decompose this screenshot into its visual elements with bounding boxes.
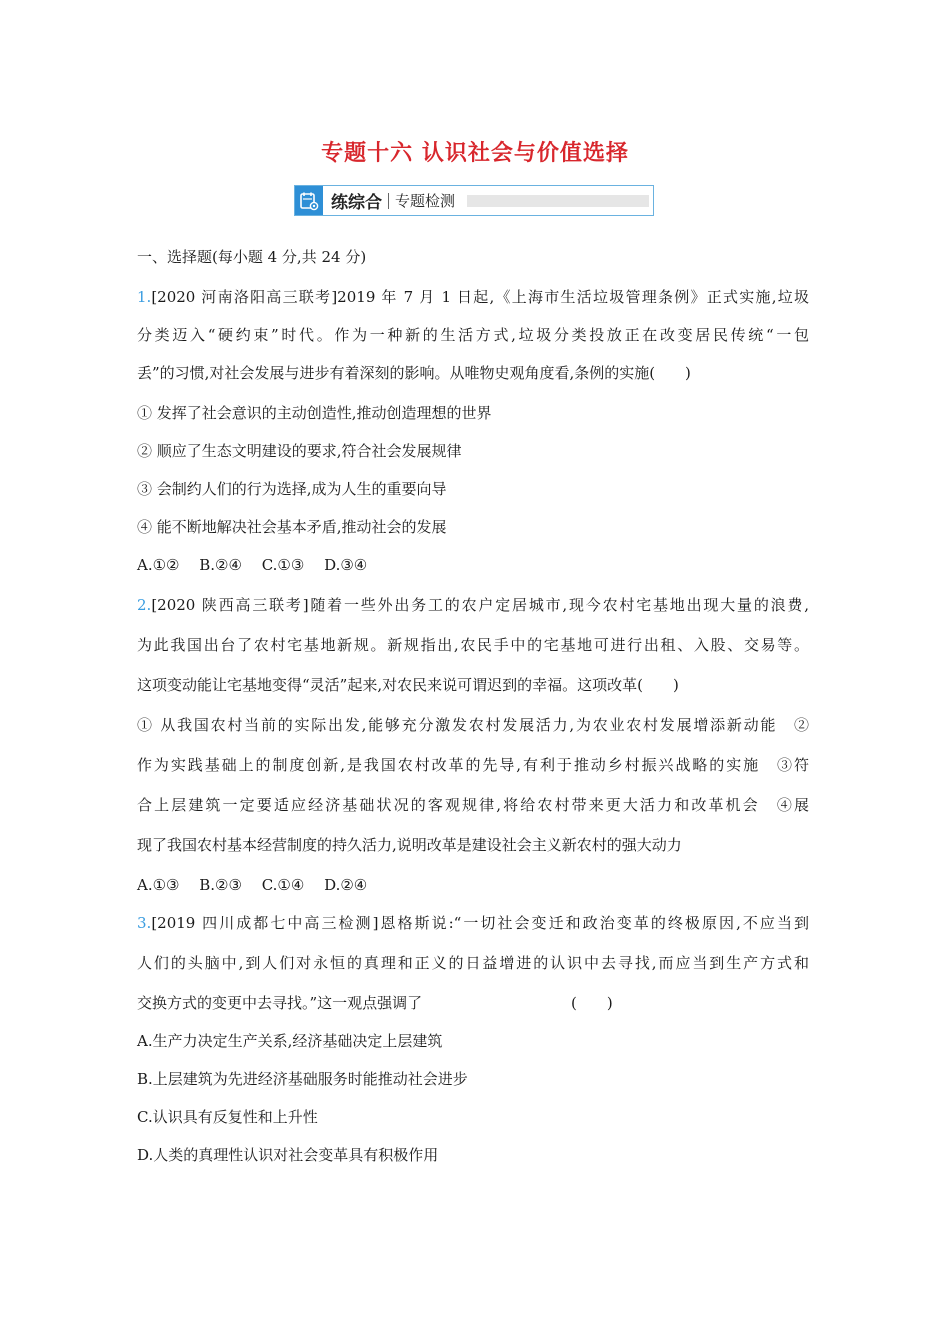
page-title: 专题十六 认识社会与价值选择 [321, 141, 629, 166]
question-2-line-2: 为此我国出台了农村宅基地新规。新规指出,农民手中的宅基地可进行出租、入股、交易等。 [137, 636, 809, 654]
question-text: [2020 河南洛阳高三联考]2019 年 7 月 1 日起,《上海市生活垃圾管理条例》正式实施,垃圾 [151, 288, 809, 306]
question-1-option-3: ③ 会制约人们的行为选择,成为人生的重要向导 [137, 480, 447, 498]
question-2-line-1 [137, 594, 809, 616]
question-number: 1. [137, 288, 152, 306]
question-text: [2019 四川成都七中高三检测]恩格斯说:“一切社会变迁和政治变革的终极原因,不应当到 [151, 914, 809, 932]
question-1-line-2: 分类迈入“硬约束”时代。作为一种新的生活方式,垃圾分类投放正在改变居民传统“一包 [137, 326, 809, 344]
question-1-line-1 [137, 286, 809, 308]
question-3-line-1 [137, 912, 809, 934]
answer-blank: ( ) [571, 994, 613, 1012]
question-text: [2020 陕西高三联考]随着一些外出务工的农户定居城市,现今农村宅基地出现大量的浪费, [151, 596, 809, 614]
question-2-answers: A.①③ B.②③ C.①④ D.②④ [137, 876, 368, 894]
banner-sub-label: 专题检测 [395, 192, 456, 210]
question-2-line-3: 这项变动能让宅基地变得“灵活”起来,对农民来说可谓迟到的幸福。这项改革( ) [137, 676, 679, 694]
section-heading: 一、选择题(每小题 4 分,共 24 分) [137, 248, 367, 266]
question-3-line-3: 交换方式的变更中去寻找。”这一观点强调了 [137, 994, 423, 1012]
question-1-option-2: ② 顺应了生态文明建设的要求,符合社会发展规律 [137, 442, 462, 460]
question-1-option-4: ④ 能不断地解决社会基本矛盾,推动社会的发展 [137, 518, 447, 536]
question-1-option-1: ① 发挥了社会意识的主动创造性,推动创造理想的世界 [137, 404, 492, 422]
banner-main-label: 练综合 [331, 193, 382, 213]
practice-icon [295, 186, 323, 215]
question-2-line-7: 现了我国农村基本经营制度的持久活力,说明改革是建设社会主义新农村的强大动力 [137, 836, 682, 854]
question-3-option-d: D.人类的真理性认识对社会变革具有积极作用 [137, 1146, 439, 1164]
question-2-line-6: 合上层建筑一定要适应经济基础状况的客观规律,将给农村带来更大活力和改革机会 ④展 [137, 796, 809, 814]
section-banner [294, 185, 654, 216]
banner-divider [388, 193, 389, 209]
question-2-line-4: ① 从我国农村当前的实际出发,能够充分激发农村发展活力,为农业农村发展增添新动能 ② [137, 716, 809, 734]
question-3-line-2: 人们的头脑中,到人们对永恒的真理和正义的日益增进的认识中去寻找,而应当到生产方式和 [137, 954, 809, 972]
question-1-answers: A.①② B.②④ C.①③ D.③④ [137, 556, 368, 574]
question-1-line-3: 丢”的习惯,对社会发展与进步有着深刻的影响。从唯物史观角度看,条例的实施( ) [137, 364, 691, 382]
question-number: 3. [137, 914, 152, 932]
question-3-option-a: A.生产力决定生产关系,经济基础决定上层建筑 [137, 1032, 443, 1050]
question-3-option-c: C.认识具有反复性和上升性 [137, 1108, 318, 1126]
banner-bar [467, 195, 649, 207]
question-number: 2. [137, 596, 152, 614]
question-3-option-b: B.上层建筑为先进经济基础服务时能推动社会进步 [137, 1070, 468, 1088]
question-2-line-5: 作为实践基础上的制度创新,是我国农村改革的先导,有利于推动乡村振兴战略的实施 ③符 [137, 756, 809, 774]
